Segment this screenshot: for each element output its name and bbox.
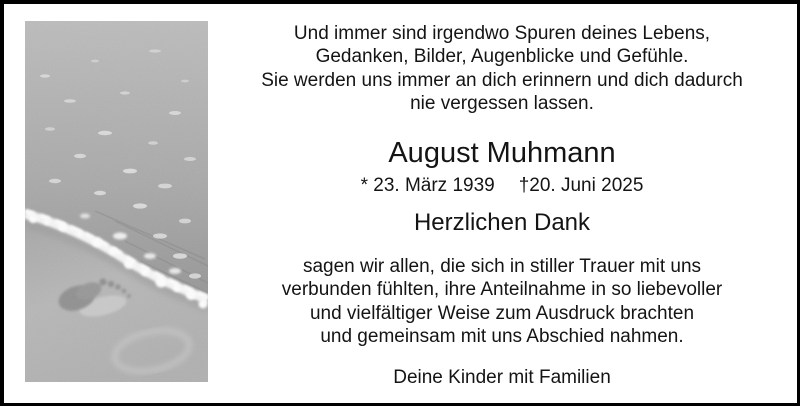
closing-line: Deine Kinder mit Familien (393, 367, 611, 388)
thanks-line: und gemeinsam mit uns Abschied nahmen. (320, 325, 684, 347)
thanks-heading: Herzlichen Dank (413, 209, 591, 236)
thanks-line: verbunden fühlten, ihre Anteilnahme in so liebevoller (281, 279, 723, 301)
birth-date: * 23. März 1939 (360, 175, 495, 196)
thanks-line: sagen wir allen, die sich in stiller Trauer mit uns (302, 256, 702, 277)
beach-footprint-illustration (25, 21, 208, 382)
memorial-photo (25, 21, 208, 382)
life-dates (208, 174, 796, 197)
notice-content (208, 4, 796, 403)
verse-line: nie vergessen lassen. (410, 92, 594, 114)
verse-line: Gedanken, Bilder, Augenblicke und Gefühle. (315, 46, 689, 68)
memorial-verse (208, 22, 796, 115)
verse-line: Sie werden uns immer an dich erinnern und dich dadurch (261, 69, 743, 91)
death-date: †20. Juni 2025 (518, 175, 644, 196)
thanks-text (208, 255, 796, 348)
thanks-line: und vielfältiger Weise zum Ausdruck brachten (309, 302, 695, 324)
deceased-name: August Muhmann (388, 137, 616, 169)
verse-line: Und immer sind irgendwo Spuren deines Lebens, (293, 23, 711, 44)
